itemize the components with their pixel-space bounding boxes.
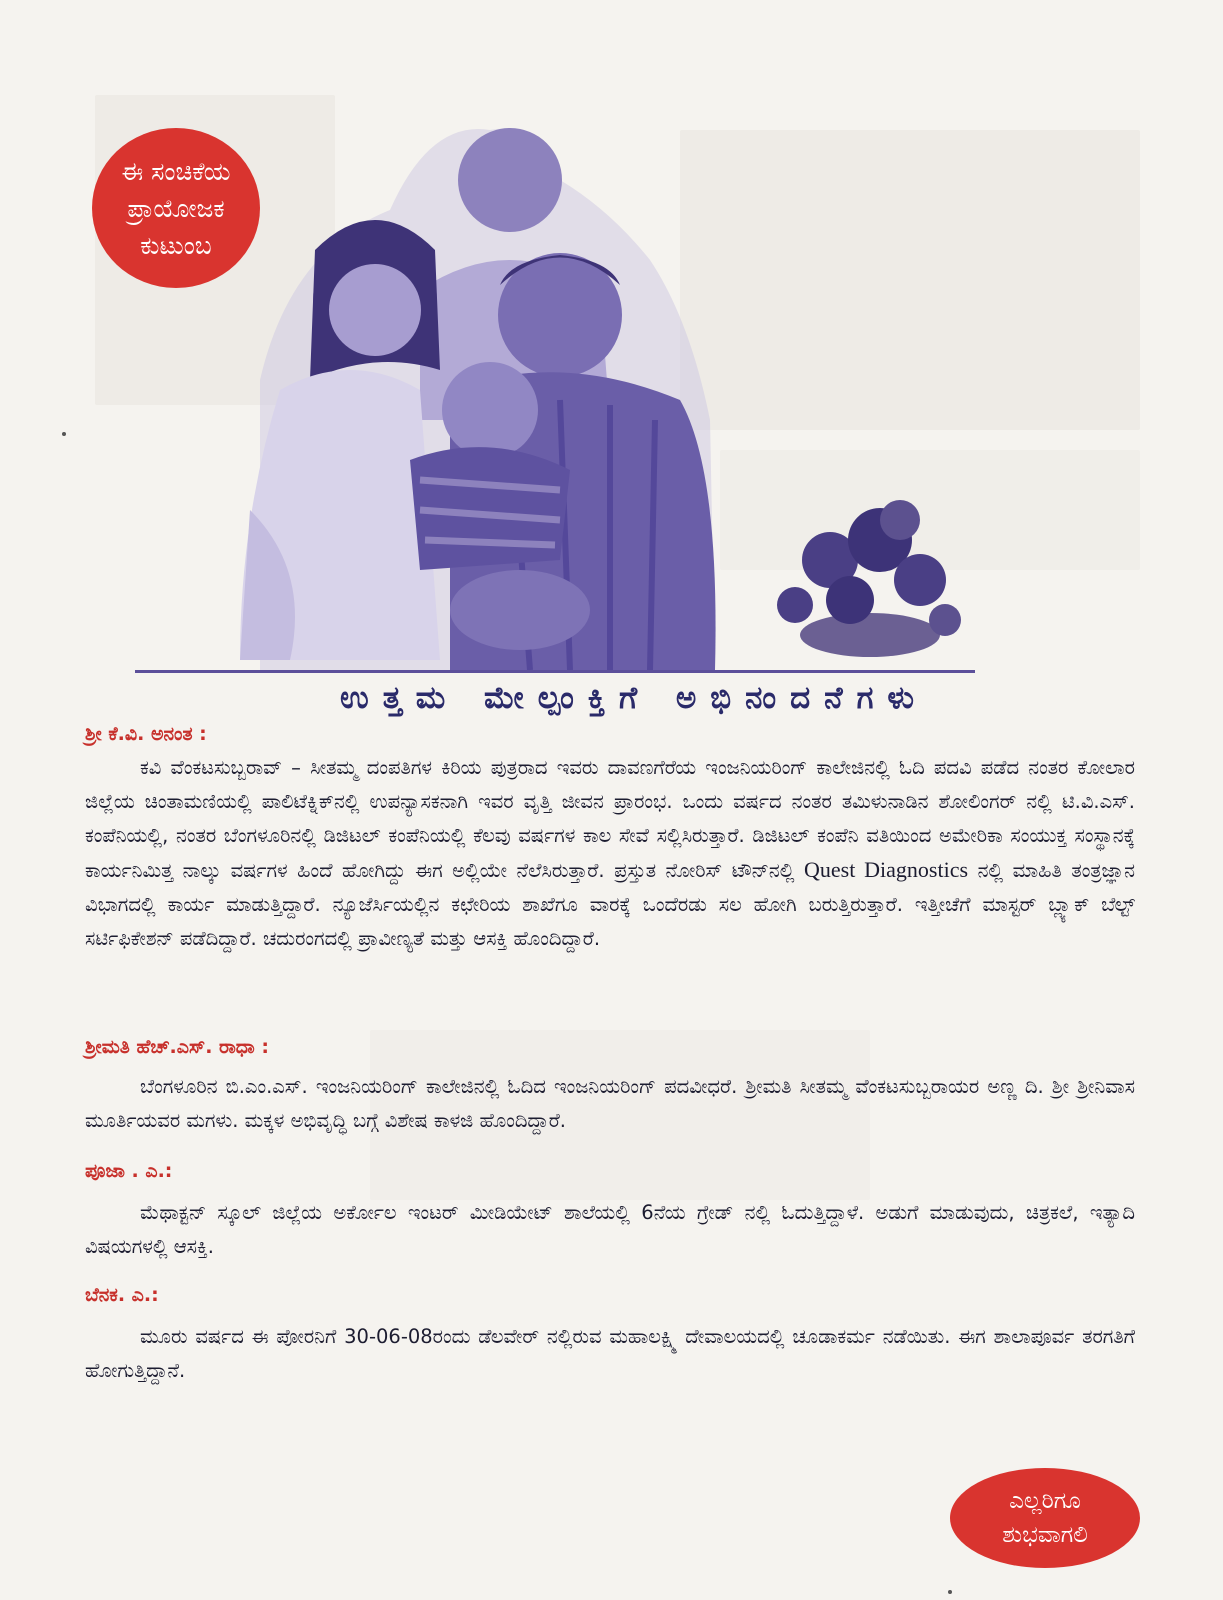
badge-line: ಶುಭವಾಗಲಿ	[1002, 1522, 1088, 1548]
photo-divider-rule	[135, 670, 975, 673]
sponsor-family-badge	[92, 128, 260, 288]
page-headline: ಉತ್ತಮ ಮೇಲ್ಪಂಕ್ತಿಗೆ ಅಭಿನಂದನೆಗಳು	[340, 680, 929, 716]
company-name: Quest Diagnostics	[804, 857, 969, 882]
best-wishes-badge	[950, 1468, 1140, 1568]
section-title-radha: ಶ್ರೀಮತಿ ಹೆಚ್.ಎಸ್. ರಾಧಾ :	[85, 1036, 269, 1058]
badge-line: ಎಲ್ಲರಿಗೂ	[1009, 1488, 1081, 1514]
section-text-radha: ಬೆಂಗಳೂರಿನ ಬಿ.ಎಂ.ಎಸ್. ಇಂಜನಿಯರಿಂಗ್ ಕಾಲೇಜಿನಲ್ಲಿ ಓದಿದ ಇಂಜನಿಯರಿಂಗ್ ಪದವೀಧರೆ. ಶ್ರೀಮತಿ ಸೀತಮ್ಮ ವೆಂಕಟಸುಬ್ಬರಾಯರ ಅಣ್ಣ ದಿ. ಶ್ರೀ ಶ್ರೀನಿವಾಸ ಮೂರ್ತಿಯವರ ಮಗಳು. ಮಕ್ಕಳ ಅಭಿವೃದ್ಧಿ ಬಗ್ಗೆ ವಿಶೇಷ ಕಾಳಜಿ ಹೊಂದಿದ್ದಾರೆ.	[85, 1075, 1135, 1132]
print-speck	[62, 432, 66, 436]
section-text-part: ಕವಿ ವೆಂಕಟಸುಬ್ಬರಾವ್ – ಸೀತಮ್ಮ ದಂಪತಿಗಳ ಕಿರಿಯ ಪುತ್ರರಾದ ಇವರು ದಾವಣಗೆರೆಯ ಇಂಜನಿಯರಿಂಗ್ ಕಾಲೇಜಿನಲ್ಲಿ ಓದಿ ಪದವಿ ಪಡೆದ ನಂತರ ಕೋಲಾರ ಜಿಲ್ಲೆಯ ಚಿಂತಾಮಣಿಯಲ್ಲಿ ಪಾಲಿಟೆಕ್ನಿಕ್‌ನಲ್ಲಿ ಉಪನ್ಯಾಸಕನಾಗಿ ಇವರ ವೃತ್ತಿ ಜೀವನ ಪ್ರಾರಂಭ. ಒಂದು ವರ್ಷದ ನಂತರ ತಮಿಳುನಾಡಿನ ಶೋಲಿಂಗರ್ ನಲ್ಲಿ ಟಿ.ವಿ.ಎಸ್. ಕಂಪೆನಿಯಲ್ಲಿ, ನಂತರ ಬೆಂಗಳೂರಿನಲ್ಲಿ ಡಿಜಿಟಲ್ ಕಂಪೆನಿಯಲ್ಲಿ ಕೆಲವು ವರ್ಷಗಳ ಕಾಲ ಸೇವೆ ಸಲ್ಲಿಸಿರುತ್ತಾರೆ. ಡಿಜಿಟಲ್ ಕಂಪೆನಿ ವತಿಯಿಂದ ಅಮೇರಿಕಾ ಸಂಯುಕ್ತ ಸಂಸ್ಥಾನಕ್ಕೆ ಕಾರ್ಯನಿಮಿತ್ತ ನಾಲ್ಕು ವರ್ಷಗಳ ಹಿಂದೆ ಹೋಗಿದ್ದು ಈಗ ಅಲ್ಲಿಯೇ ನೆಲೆಸಿರುತ್ತಾರೆ. ಪ್ರಸ್ತುತ ನೋರಿಸ್ ಟೌನ್‌ನಲ್ಲಿ	[85, 756, 1135, 882]
section-title-ananta: ಶ್ರೀ ಕೆ.ವಿ. ಅನಂತ :	[85, 723, 207, 745]
badge-line: ಕುಟುಂಬ	[140, 230, 212, 260]
flower-basket-illustration	[777, 500, 961, 657]
section-text-pooja: ಮೆಥಾಕ್ಟನ್ ಸ್ಕೂಲ್ ಜಿಲ್ಲೆಯ ಅರ್ಕೋಲ ಇಂಟರ್ ಮೀಡಿಯೇಟ್ ಶಾಲೆಯಲ್ಲಿ 6ನೆಯ ಗ್ರೇಡ್ ನಲ್ಲಿ ಓದುತ್ತಿದ್ದಾಳೆ. ಅಡುಗೆ ಮಾಡುವುದು, ಚಿತ್ರಕಲೆ, ಇತ್ಯಾದಿ ವಿಷಯಗಳಲ್ಲಿ ಆಸಕ್ತಿ.	[85, 1201, 1135, 1258]
print-speck	[948, 1590, 952, 1594]
badge-line: ಪ್ರಾಯೋಜಕ	[127, 193, 225, 223]
section-text-benaka: ಮೂರು ವರ್ಷದ ಈ ಪೋರನಿಗೆ 30-06-08ರಂದು ಡೆಲವೇರ್ ನಲ್ಲಿರುವ ಮಹಾಲಕ್ಷ್ಮಿ ದೇವಾಲಯದಲ್ಲಿ ಚೂಡಾಕರ್ಮ ನಡೆಯಿತು. ಈಗ ಶಾಲಾಪೂರ್ವ ತರಗತಿಗೆ ಹೋಗುತ್ತಿದ್ದಾನೆ.	[85, 1325, 1135, 1382]
section-title-pooja: ಪೂಜಾ . ಎ.:	[85, 1160, 173, 1182]
section-text-ananta	[85, 751, 1135, 956]
section-title-benaka: ಬೆನಕ. ಎ.:	[85, 1284, 159, 1306]
badge-line: ಈ ಸಂಚಿಕೆಯ	[121, 156, 231, 186]
section-text-part: ನಲ್ಲಿ ಮಾಹಿತಿ ತಂತ್ರಜ್ಞಾನ ವಿಭಾಗದಲ್ಲಿ ಕಾರ್ಯ ಮಾಡುತ್ತಿದ್ದಾರೆ. ನ್ಯೂಜೆರ್ಸಿಯಲ್ಲಿನ ಕಛೇರಿಯ ಶಾಖೆಗೂ ವಾರಕ್ಕೆ ಒಂದೆರಡು ಸಲ ಹೋಗಿ ಬರುತ್ತಿರುತ್ತಾರೆ. ಇತ್ತೀಚೆಗೆ ಮಾಸ್ಟರ್ ಬ್ಲ್ಯಾಕ್ ಬೆಲ್ಟ್ ಸರ್ಟಿಫಿಕೇಶನ್ ಪಡೆದಿದ್ದಾರೆ. ಚದುರಂಗದಲ್ಲಿ ಪ್ರಾವೀಣ್ಯತೆ ಮತ್ತು ಆಸಕ್ತಿ ಹೊಂದಿದ್ದಾರೆ.	[85, 859, 1136, 950]
